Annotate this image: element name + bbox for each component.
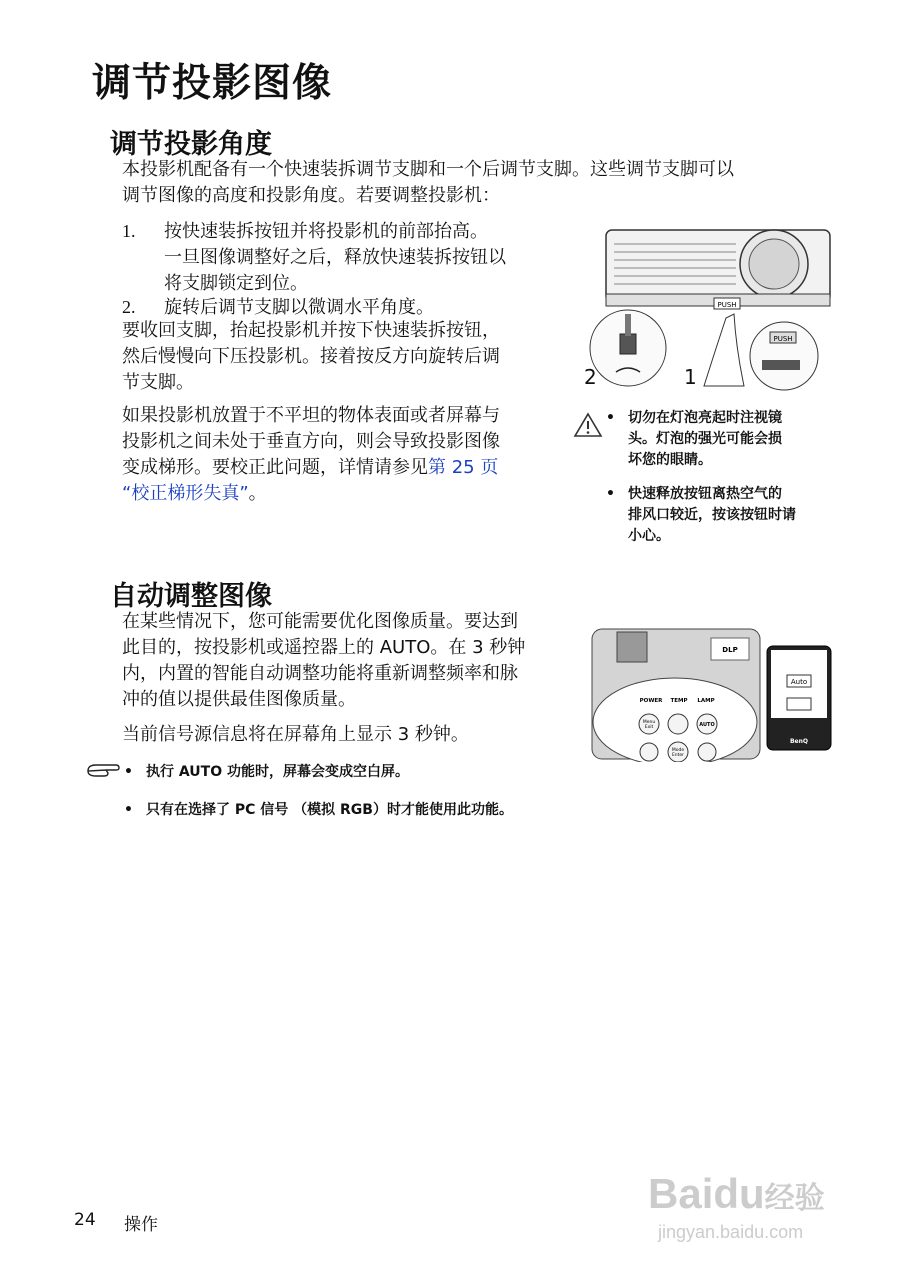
- page-number: 24: [74, 1210, 96, 1230]
- intro-line: 调节图像的高度和投影角度。若要调整投影机：: [122, 185, 500, 206]
- step-text: 按快速装拆按钮并将投影机的前部抬高。: [164, 221, 488, 242]
- step-text: 旋转后调节支脚以微调水平角度。: [164, 297, 434, 318]
- step-text: 将支脚锁定到位。: [164, 273, 308, 294]
- retract-line: 然后慢慢向下压投影机。接着按反方向旋转后调: [122, 346, 500, 367]
- watermark-logo: [648, 1170, 825, 1218]
- power-indicator-label: POWER: [639, 698, 663, 704]
- menu-button-label: Menu: [642, 720, 656, 725]
- watermark-url: jingyan.baidu.com: [658, 1222, 804, 1242]
- warning-line: 快速释放按钮离热空气的: [628, 486, 782, 502]
- push-label-zoom: PUSH: [773, 335, 793, 343]
- keystone-line: 投影机之间未处于垂直方向，则会导致投影图像: [122, 431, 500, 452]
- auto-line: 在某些情况下，您可能需要优化图像质量。要达到: [122, 611, 518, 632]
- warning-item: [606, 484, 796, 547]
- watermark-brand: du: [713, 1170, 765, 1217]
- note-item: [124, 800, 513, 821]
- keystone-line: 变成梯形。要校正此问题，详情请参见: [122, 457, 428, 478]
- mode-button-label: Mode: [671, 748, 685, 753]
- exit-button-label: Exit: [644, 725, 654, 730]
- keystone-line: 如果投影机放置于不平坦的物体表面或者屏幕与: [122, 405, 500, 426]
- warning-item: [606, 408, 782, 471]
- benq-logo: BenQ: [789, 738, 809, 745]
- warning-icon: [573, 412, 603, 438]
- warning-line: 小心。: [628, 528, 670, 544]
- remote-auto-label: Auto: [790, 678, 808, 686]
- watermark-brand: Bai: [648, 1170, 714, 1217]
- projector-adjust-figure: [576, 218, 838, 394]
- warning-line: 坏您的眼睛。: [628, 452, 712, 468]
- step-text: 一旦图像调整好之后，释放快速装拆按钮以: [164, 247, 506, 268]
- intro-line: 本投影机配备有一个快速装拆调节支脚和一个后调节支脚。这些调节支脚可以: [122, 159, 734, 180]
- push-label: PUSH: [717, 301, 737, 309]
- warning-line: 切勿在灯泡亮起时注视镜: [628, 410, 782, 426]
- source-info-paragraph: 当前信号源信息将在屏幕角上显示 3 秒钟。: [122, 724, 469, 745]
- watermark-cn: 经验: [764, 1182, 825, 1215]
- bullet: •: [606, 410, 615, 426]
- temp-indicator-label: TEMP: [670, 698, 688, 704]
- step-number-2-label: 2: [584, 365, 597, 389]
- footer-section: 操作: [124, 1215, 158, 1235]
- retract-line: 要收回支脚，抬起投影机并按下快速装拆按钮，: [122, 320, 500, 341]
- lamp-indicator-label: LAMP: [697, 698, 715, 704]
- bullet: •: [124, 802, 133, 818]
- step-number-1-label: 1: [684, 365, 697, 389]
- step-1: [122, 218, 506, 297]
- section-heading-angle: 调节投影角度: [110, 129, 272, 160]
- retract-line: 节支脚。: [122, 372, 194, 393]
- bullet: •: [606, 486, 615, 502]
- note-text: 只有在选择了 PC 信号 （模拟 RGB）时才能使用此功能。: [146, 802, 513, 818]
- step-number: 2.: [122, 297, 136, 317]
- warning-line: 头。灯泡的强光可能会损: [628, 431, 782, 447]
- auto-line: 冲的值以提供最佳图像质量。: [122, 689, 356, 710]
- warning-line: 排风口较近，按该按钮时请: [628, 507, 796, 523]
- note-text: 执行 AUTO 功能时，屏幕会变成空白屏。: [146, 764, 409, 780]
- auto-line: 此目的，按投影机或遥控器上的 AUTO。在 3 秒钟: [122, 637, 526, 658]
- pointing-hand-icon: [86, 762, 122, 780]
- auto-button-label: AUTO: [699, 722, 715, 728]
- auto-button-figure: [591, 626, 835, 762]
- retract-paragraph: [122, 318, 500, 396]
- auto-line: 内，内置的智能自动调整功能将重新调整频率和脉: [122, 663, 518, 684]
- auto-paragraph: [122, 609, 525, 713]
- note-item: [124, 762, 409, 783]
- section-heading-auto: 自动调整图像: [110, 581, 272, 612]
- keystone-paragraph: [122, 403, 500, 507]
- dlp-logo: DLP: [722, 646, 738, 654]
- keystone-end: 。: [248, 483, 267, 504]
- step-2: [122, 294, 434, 321]
- page-link[interactable]: 第 25 页: [428, 457, 499, 478]
- intro-paragraph: [122, 157, 734, 209]
- step-number: 1.: [122, 221, 136, 241]
- enter-button-label: Enter: [671, 753, 685, 758]
- keystone-link[interactable]: “校正梯形失真”: [122, 483, 249, 504]
- page-title: 调节投影图像: [92, 61, 333, 106]
- bullet: •: [124, 764, 133, 780]
